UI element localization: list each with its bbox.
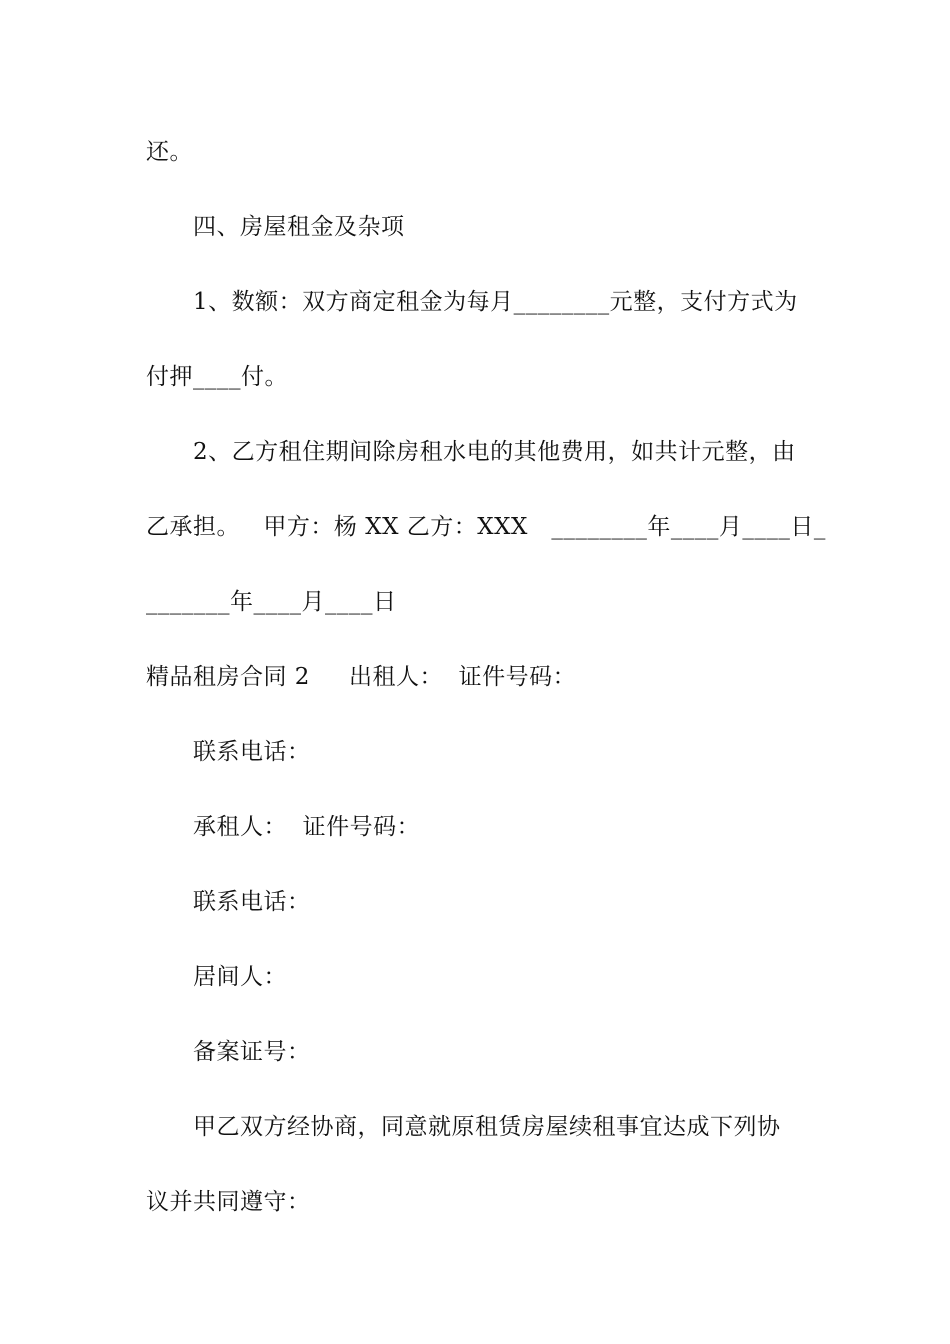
lessee-phone: 联系电话： — [193, 889, 311, 915]
section-four-heading: 四、房屋租金及杂项 — [193, 214, 405, 240]
line-huan: 还。 — [146, 139, 193, 165]
clause-amount: 1、数额：双方商定租金为每月________元整，支付方式为 — [193, 289, 798, 315]
agreement-intro: 甲乙双方经协商，同意就原租赁房屋续租事宜达成下列协 — [193, 1114, 781, 1140]
contract-two-title: 精品租房合同 2 出租人： 证件号码： — [146, 664, 577, 690]
clause-amount-continued: 付押____付。 — [146, 364, 288, 390]
signature-line: 乙承担。 甲方：杨 XX 乙方：XXX ________年____月____日_ — [146, 514, 826, 540]
clause-other-fees: 2、乙方租住期间除房租水电的其他费用，如共计元整，由 — [193, 439, 796, 465]
intermediary: 居间人： — [193, 964, 287, 990]
agreement-intro-continued: 议并共同遵守： — [146, 1189, 311, 1215]
lessee-id: 承租人： 证件号码： — [193, 814, 421, 840]
date-line: _______年____月____日 — [146, 589, 397, 615]
filing-number: 备案证号： — [193, 1039, 311, 1065]
lessor-phone: 联系电话： — [193, 739, 311, 765]
